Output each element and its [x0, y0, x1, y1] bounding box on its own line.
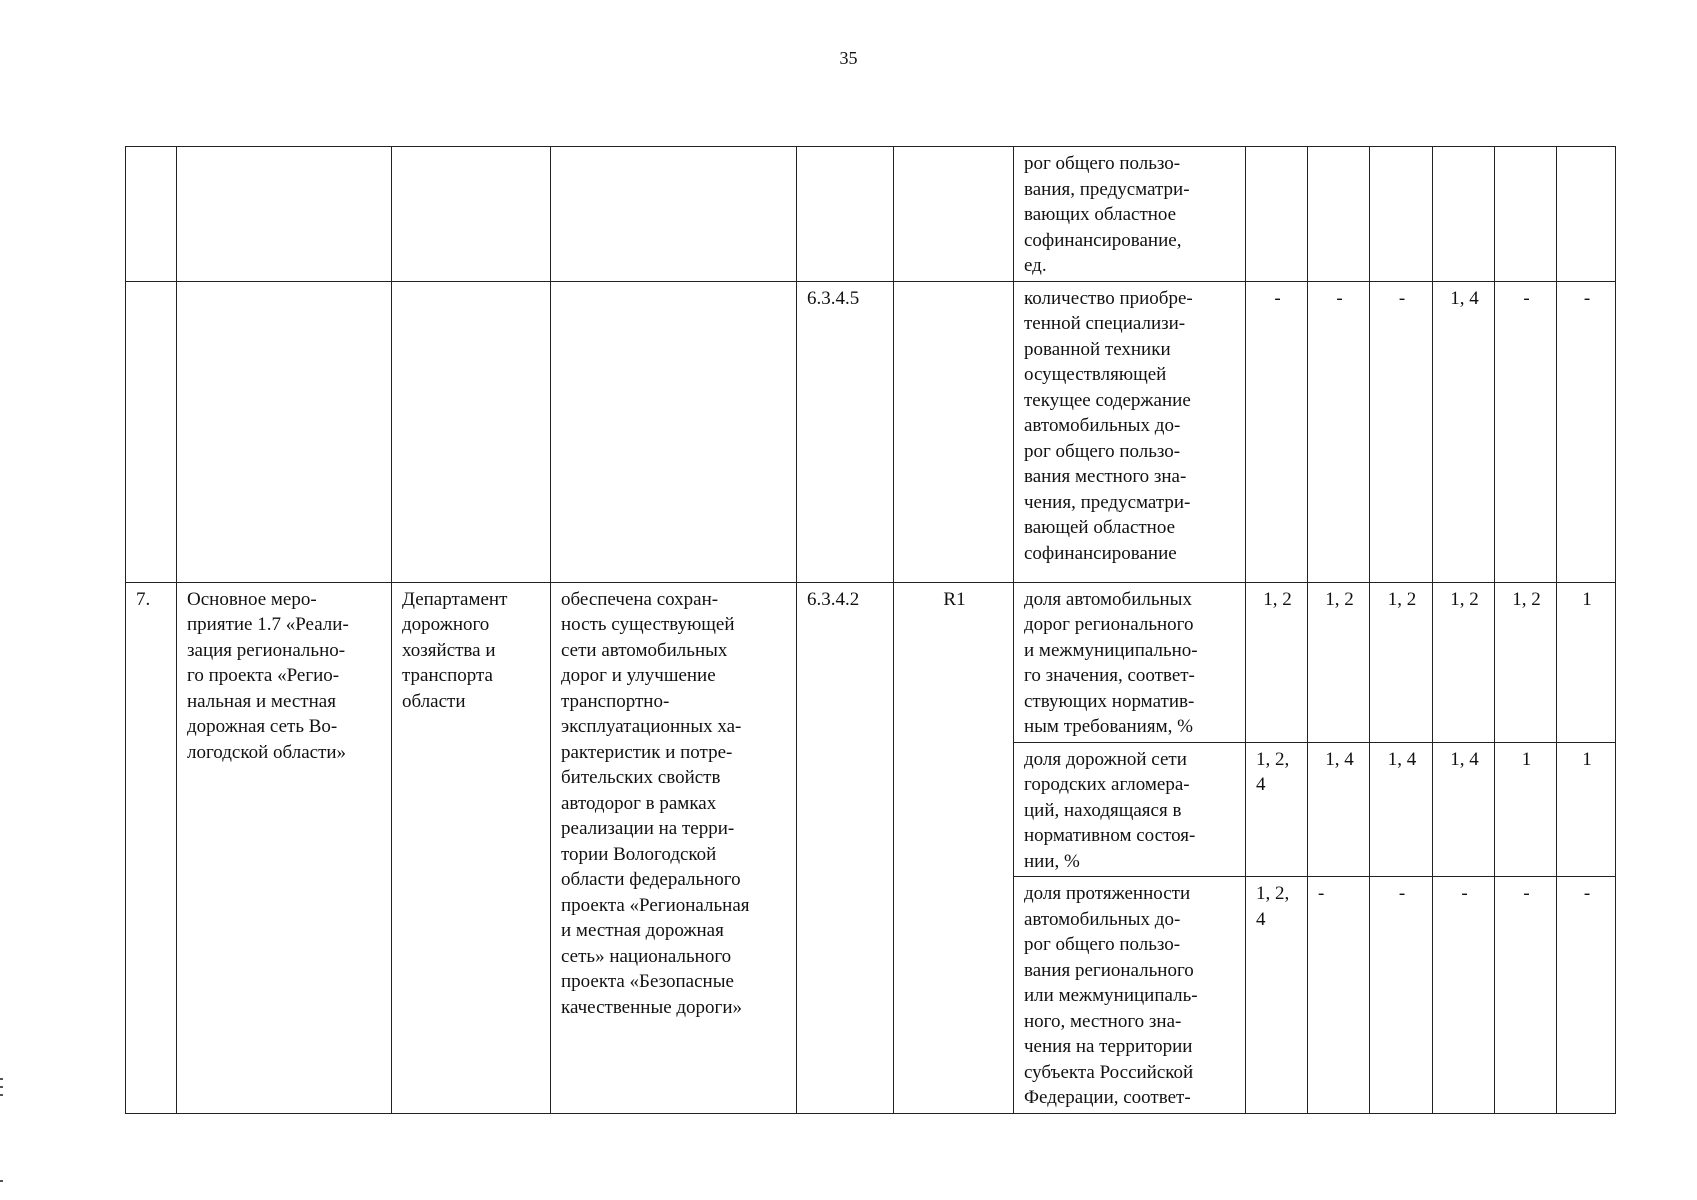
program-table	[125, 146, 1616, 1114]
cell-value	[1308, 147, 1370, 282]
cell-code: 6.3.4.2	[797, 582, 894, 1113]
cell-value	[1433, 147, 1495, 282]
table-row	[126, 281, 1616, 582]
cell-num	[126, 281, 177, 582]
cell-value	[1246, 742, 1308, 877]
cell-value: 1	[1557, 742, 1616, 877]
cell-project	[894, 281, 1014, 582]
cell-value: -	[1308, 281, 1370, 582]
cell-indicator	[1014, 582, 1246, 742]
indicator-text: количество приобре- тенной специализи- рованной техники осуществляющей текущее содержание автомобильных до- рог общего пользо- вания местного зна- чения, предусматри- вающей областное софинансирование	[1024, 287, 1193, 564]
indicator-text: доля протяженности автомобильных до- рог общего пользо- вания регионального или межмуниципаль- ного, местного зна- чения на территории субъекта Российской Федерации, соответ-	[1024, 883, 1198, 1108]
cell-value: -	[1433, 877, 1495, 1114]
cell-result	[551, 281, 797, 582]
cell-project: R1	[894, 582, 1014, 1113]
cell-value: -	[1370, 281, 1433, 582]
cell-value: 1, 4	[1370, 742, 1433, 877]
cell-result	[551, 147, 797, 282]
cell-value: 1, 2	[1308, 582, 1370, 742]
cell-event	[177, 281, 392, 582]
cell-code	[797, 147, 894, 282]
table-row	[126, 147, 1616, 282]
cell-value: 1, 2	[1495, 582, 1557, 742]
cell-value: -	[1308, 877, 1370, 1114]
cell-value: 1, 4	[1433, 281, 1495, 582]
cell-value	[1370, 147, 1433, 282]
cell-num	[126, 147, 177, 282]
cell-executor	[392, 582, 551, 1113]
cell-value: -	[1557, 877, 1616, 1114]
cell-value: 1, 4	[1308, 742, 1370, 877]
cell-event	[177, 147, 392, 282]
cell-result	[551, 582, 797, 1113]
cell-executor	[392, 147, 551, 282]
cell-indicator	[1014, 877, 1246, 1114]
scan-edge-mark	[0, 1094, 3, 1096]
cell-code: 6.3.4.5	[797, 281, 894, 582]
cell-value: 1, 2	[1433, 582, 1495, 742]
cell-num: 7.	[126, 582, 177, 1113]
cell-value: -	[1495, 877, 1557, 1114]
event-text: Основное меро- приятие 1.7 «Реали- зация регионально- го проекта «Регио- нальная и местная дорожная сеть Во- логодской области»	[187, 588, 349, 763]
cell-value: 1, 2	[1246, 582, 1308, 742]
value-text: 1, 2, 4	[1256, 883, 1290, 930]
indicator-text: рог общего пользо- вания, предусматри- вающих областное софинансирование, ед.	[1024, 153, 1190, 276]
cell-value: -	[1370, 877, 1433, 1114]
cell-indicator	[1014, 742, 1246, 877]
cell-value: 1, 2	[1370, 582, 1433, 742]
cell-indicator	[1014, 147, 1246, 282]
cell-value: -	[1246, 281, 1308, 582]
result-text: обеспечена сохран- ность существующей сети автомобильных дорог и улучшение транспортно- эксплуатационных ха- рактеристик и потре- бительских свойств автодорог в рамках реализации на терри- тории Вологодской области федерального проекта «Региональная и местная дорожная сеть» национального проекта «Безопасные качественные дороги»	[561, 588, 750, 1018]
scan-edge-mark	[0, 1180, 3, 1182]
cell-executor	[392, 281, 551, 582]
indicator-text: доля автомобильных дорог регионального и межмуниципально- го значения, соответ- ствующих норматив- ным требованиям, %	[1024, 588, 1198, 737]
cell-value	[1495, 147, 1557, 282]
cell-indicator	[1014, 281, 1246, 582]
table-row	[126, 582, 1616, 742]
executor-text: Департамент дорожного хозяйства и транспорта области	[402, 588, 508, 712]
cell-value	[1557, 147, 1616, 282]
value-text: 1, 2, 4	[1256, 748, 1290, 795]
cell-value	[1246, 147, 1308, 282]
scan-edge-mark	[0, 1086, 3, 1088]
cell-value: -	[1495, 281, 1557, 582]
cell-value	[1246, 877, 1308, 1114]
cell-event	[177, 582, 392, 1113]
indicator-text: доля дорожной сети городских агломера- ций, находящаяся в нормативном состоя- нии, %	[1024, 748, 1196, 872]
cell-value: 1	[1557, 582, 1616, 742]
cell-value: -	[1557, 281, 1616, 582]
cell-project	[894, 147, 1014, 282]
cell-value: 1	[1495, 742, 1557, 877]
page-number: 35	[839, 48, 858, 68]
scan-edge-mark	[0, 1078, 3, 1080]
cell-value: 1, 4	[1433, 742, 1495, 877]
